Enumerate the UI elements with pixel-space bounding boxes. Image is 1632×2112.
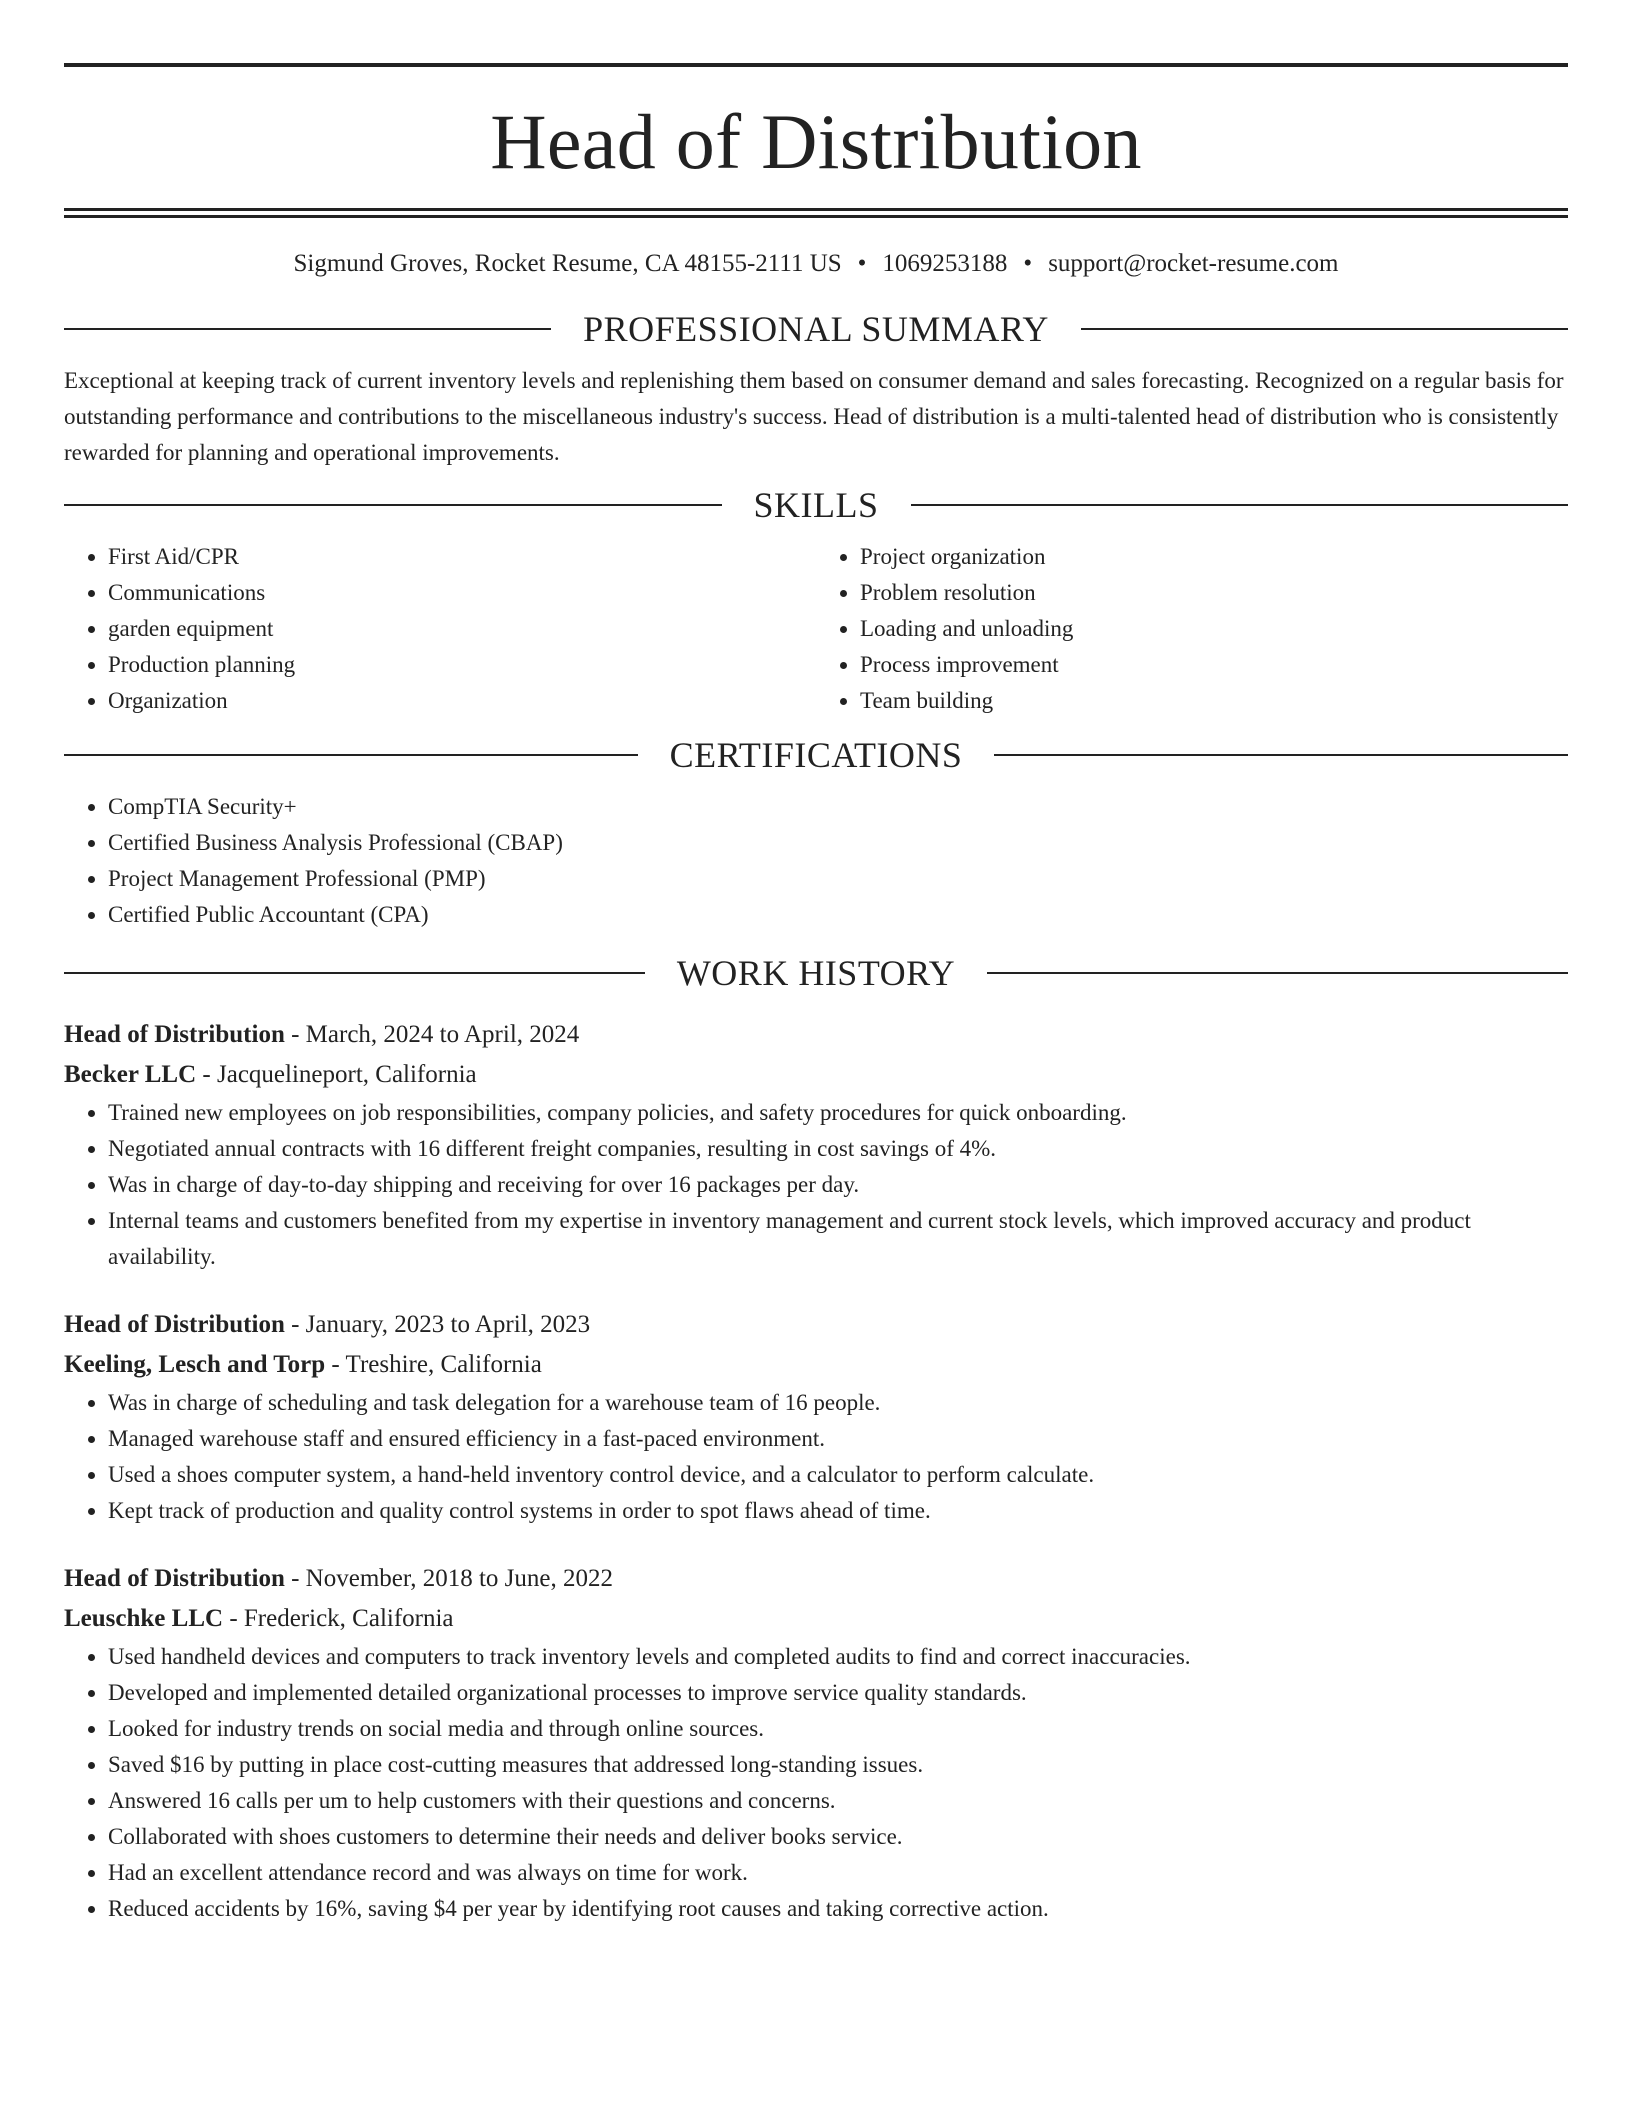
contact-separator: • (1023, 250, 1033, 277)
skill-item: • Team building (860, 683, 1568, 719)
job-bullet: • Answered 16 calls per um to help customers with their questions and concerns. (108, 1783, 1568, 1819)
heading-rule (994, 754, 1568, 756)
certifications-list (64, 789, 1568, 933)
contact-phone: 1069253188 (882, 250, 1008, 277)
job-title-line (64, 1559, 1568, 1599)
job-bullet: • Was in charge of day-to-day shipping and receiving for over 16 packages per day. (108, 1167, 1568, 1203)
job-bullets (64, 1385, 1568, 1529)
resume-title: Head of Distribution (490, 98, 1142, 185)
section-heading-summary (64, 309, 1568, 349)
certification-item: • Certified Public Accountant (CPA) (108, 897, 1568, 933)
job-title: Head of Distribution (64, 1565, 285, 1592)
job-entry (64, 1305, 1568, 1529)
summary-text: Exceptional at keeping track of current inventory levels and replenishing them based on consumer demand and sales forecasting. Recognized on a regular basis for outstanding performance and contributions to the miscellaneous industry's success. Head of distribution is a multi-talented head of distribution who is consistently rewarded for planning and operational improvements. (64, 368, 1564, 465)
job-title-line (64, 1015, 1568, 1055)
job-bullets (64, 1639, 1568, 1927)
job-company: Leuschke LLC (64, 1605, 224, 1632)
section-heading-skills (64, 485, 1568, 525)
skill-item: • First Aid/CPR (108, 539, 816, 575)
skill-item: • Loading and unloading (860, 611, 1568, 647)
job-bullet: • Was in charge of scheduling and task delegation for a warehouse team of 16 people. (108, 1385, 1568, 1421)
heading-rule (64, 504, 722, 506)
job-entry (64, 1015, 1568, 1275)
job-bullet: • Looked for industry trends on social media and through online sources. (108, 1711, 1568, 1747)
job-bullet: • Negotiated annual contracts with 16 different freight companies, resulting in cost savings of 4%. (108, 1131, 1568, 1167)
job-title-line (64, 1305, 1568, 1345)
skill-item: • garden equipment (108, 611, 816, 647)
job-title: Head of Distribution (64, 1021, 285, 1048)
resume-page (64, 0, 1568, 1927)
job-bullet: • Internal teams and customers benefited from my expertise in inventory management and current stock levels, which improved accuracy and product availability. (108, 1203, 1568, 1275)
section-title: PROFESSIONAL SUMMARY (583, 309, 1049, 349)
job-bullet: • Collaborated with shoes customers to determine their needs and deliver books service. (108, 1819, 1568, 1855)
contact-line (64, 248, 1568, 280)
job-bullet: • Used a shoes computer system, a hand-held inventory control device, and a calculator to perform calculate. (108, 1457, 1568, 1493)
certification-item: • Project Management Professional (PMP) (108, 861, 1568, 897)
title-double-rule (64, 208, 1568, 218)
section-heading-certifications (64, 735, 1568, 775)
section-title: SKILLS (753, 485, 879, 525)
section-title: CERTIFICATIONS (669, 735, 963, 775)
heading-rule (1081, 328, 1568, 330)
job-company-line (64, 1599, 1568, 1639)
job-dates: - November, 2018 to June, 2022 (284, 1565, 613, 1592)
skills-columns (64, 539, 1568, 719)
job-bullet: • Developed and implemented detailed organizational processes to improve service quality standards. (108, 1675, 1568, 1711)
job-location: - Jacquelineport, California (196, 1061, 477, 1088)
contact-address: Sigmund Groves, Rocket Resume, CA 48155-2111 US (293, 250, 842, 277)
skill-item: • Project organization (860, 539, 1568, 575)
contact-separator: • (857, 250, 867, 277)
job-dates: - March, 2024 to April, 2024 (284, 1021, 580, 1048)
contact-email: support@rocket-resume.com (1048, 250, 1339, 277)
job-bullet: • Reduced accidents by 16%, saving $4 per year by identifying root causes and taking corrective action. (108, 1891, 1568, 1927)
job-company: Keeling, Lesch and Torp (64, 1351, 326, 1378)
heading-rule (64, 754, 638, 756)
skill-item: • Problem resolution (860, 575, 1568, 611)
job-bullet: • Kept track of production and quality control systems in order to spot flaws ahead of time. (108, 1493, 1568, 1529)
job-bullet: • Managed warehouse staff and ensured efficiency in a fast-paced environment. (108, 1421, 1568, 1457)
skills-list-right (816, 539, 1568, 719)
section-heading-work (64, 953, 1568, 993)
section-title: WORK HISTORY (676, 953, 956, 993)
heading-rule (64, 328, 551, 330)
job-title: Head of Distribution (64, 1311, 285, 1338)
job-location: - Treshire, California (325, 1351, 542, 1378)
job-dates: - January, 2023 to April, 2023 (284, 1311, 591, 1338)
skills-list-left (64, 539, 816, 719)
skill-item: • Process improvement (860, 647, 1568, 683)
top-rule (64, 63, 1568, 67)
certification-item: • Certified Business Analysis Professional (CBAP) (108, 825, 1568, 861)
job-company-line (64, 1345, 1568, 1385)
job-entry (64, 1559, 1568, 1927)
heading-rule (987, 972, 1568, 974)
job-bullet: • Saved $16 by putting in place cost-cutting measures that addressed long-standing issues. (108, 1747, 1568, 1783)
job-bullet: • Trained new employees on job responsibilities, company policies, and safety procedures for quick onboarding. (108, 1095, 1568, 1131)
job-company-line (64, 1055, 1568, 1095)
job-bullets (64, 1095, 1568, 1275)
heading-rule (64, 972, 645, 974)
skill-item: • Organization (108, 683, 816, 719)
heading-rule (911, 504, 1569, 506)
job-location: - Frederick, California (223, 1605, 454, 1632)
job-company: Becker LLC (64, 1061, 197, 1088)
job-bullet: • Used handheld devices and computers to track inventory levels and completed audits to find and correct inaccuracies. (108, 1639, 1568, 1675)
skill-item: • Production planning (108, 647, 816, 683)
skill-item: • Communications (108, 575, 816, 611)
job-bullet: • Had an excellent attendance record and was always on time for work. (108, 1855, 1568, 1891)
certification-item: • CompTIA Security+ (108, 789, 1568, 825)
